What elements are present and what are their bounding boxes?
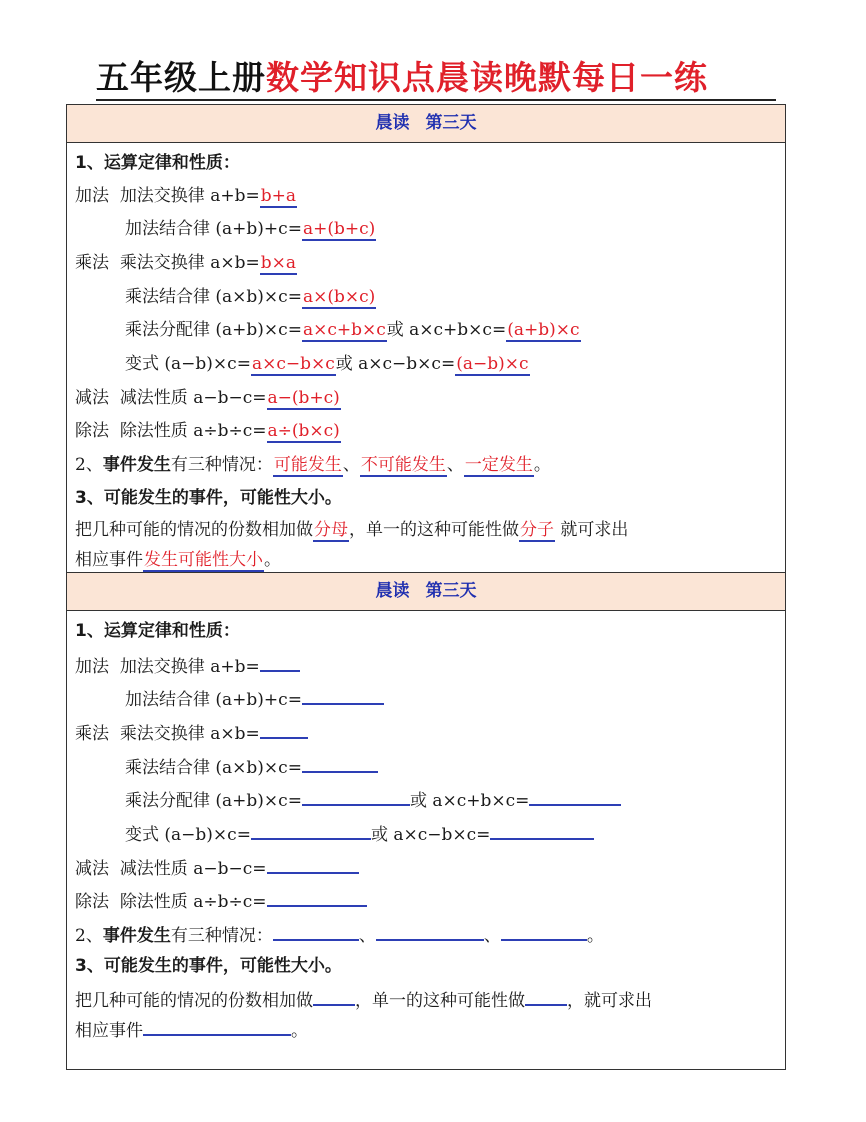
div-label: 除法	[75, 892, 109, 912]
event-answer-1: 可能发生	[273, 455, 342, 475]
top-mul-comm-row	[75, 251, 297, 275]
add-assoc-answer: a+(b+c)	[302, 219, 376, 239]
prob-blank-2[interactable]	[525, 986, 567, 1006]
variant-text: 变式 (a−b)×c=	[125, 354, 251, 374]
bottom-mul-comm-row	[75, 719, 308, 746]
variant-or: 或 a×c−b×c=	[370, 825, 491, 845]
top-mul-assoc-row	[125, 285, 376, 309]
event-blank-2[interactable]	[376, 921, 484, 941]
title-black-part: 五年级上册	[96, 58, 266, 97]
event-sep-1: 、	[358, 926, 376, 946]
mul-comm-text: 乘法交换律 a×b=	[119, 253, 260, 273]
event-blank-3[interactable]	[501, 921, 587, 941]
bottom-mul-assoc-row	[125, 753, 378, 780]
prob-text-4: 相应事件	[75, 1021, 143, 1041]
top-add-assoc-row	[125, 217, 376, 241]
variant-answer-2: (a−b)×c	[456, 354, 529, 374]
section-heading-part2: 第三天	[425, 581, 477, 601]
bottom-mul-dist-row	[125, 786, 621, 813]
events-rest: 有三种情况：	[170, 926, 273, 946]
add-comm-answer: b+a	[260, 186, 296, 206]
add-assoc-text: 加法结合律 (a+b)+c=	[125, 690, 302, 710]
top-prob-row-2	[75, 548, 281, 572]
bottom-add-assoc-row	[125, 685, 384, 712]
variant-blank[interactable]	[251, 820, 371, 840]
div-label: 除法	[75, 421, 109, 441]
prob-text-2: ，单一的这种可能性做	[349, 520, 519, 540]
events-num: 2、	[75, 926, 103, 946]
title-underline	[96, 99, 776, 101]
mul-assoc-text: 乘法结合律 (a×b)×c=	[125, 758, 302, 778]
prob-answer-2: 分子	[520, 520, 554, 540]
top-heading-1: 1、运算定律和性质：	[75, 153, 240, 173]
mul-comm-text: 乘法交换律 a×b=	[119, 724, 260, 744]
mul-dist-text: 乘法分配律 (a+b)×c=	[125, 791, 302, 811]
prob-blank-1[interactable]	[313, 986, 355, 1006]
events-rest: 有三种情况：	[170, 455, 273, 475]
mul-dist-blank[interactable]	[302, 786, 410, 806]
bottom-add-comm-row	[75, 652, 300, 679]
add-assoc-blank[interactable]	[302, 685, 384, 705]
bottom-prob-row-2	[75, 1016, 308, 1043]
section-heading-part1: 晨读	[375, 113, 410, 133]
div-answer: a÷(b×c)	[267, 421, 340, 441]
mul-assoc-blank[interactable]	[302, 753, 378, 773]
variant-answer: a×c−b×c	[251, 354, 335, 374]
title-red-part: 数学知识点晨读晚默每日一练	[266, 58, 708, 97]
mul-assoc-answer: a×(b×c)	[302, 287, 376, 307]
top-prob-row-1	[75, 518, 628, 542]
prob-text-2: ，单一的这种可能性做	[355, 991, 525, 1011]
mul-dist-or: 或 a×c+b×c=	[386, 320, 507, 340]
sub-blank[interactable]	[267, 854, 359, 874]
mul-dist-text: 乘法分配律 (a+b)×c=	[125, 320, 302, 340]
mul-dist-blank-2[interactable]	[529, 786, 621, 806]
prob-text-4: 相应事件	[75, 550, 143, 570]
top-heading-3: 3、可能发生的事件，可能性大小。	[75, 488, 342, 508]
mul-comm-answer: b×a	[260, 253, 296, 273]
div-prop-text: 除法性质 a÷b÷c=	[119, 421, 267, 441]
section-heading-part1: 晨读	[375, 581, 410, 601]
variant-or: 或 a×c−b×c=	[335, 354, 456, 374]
top-div-row	[75, 419, 341, 443]
prob-text-5: 。	[264, 550, 281, 570]
div-prop-text: 除法性质 a÷b÷c=	[119, 892, 267, 912]
bottom-events-row	[75, 921, 604, 948]
event-blank-1[interactable]	[273, 921, 359, 941]
section-heading-top	[67, 105, 785, 143]
top-variant-row	[125, 352, 530, 376]
section-heading-part2: 第三天	[425, 113, 477, 133]
sub-prop-text: 减法性质 a−b−c=	[119, 388, 267, 408]
bottom-div-row	[75, 887, 367, 914]
prob-text-3: 就可求出	[555, 520, 629, 540]
event-answer-2: 不可能发生	[360, 455, 446, 475]
mul-comm-blank[interactable]	[260, 719, 308, 739]
prob-text-5: 。	[291, 1021, 308, 1041]
mul-assoc-text: 乘法结合律 (a×b)×c=	[125, 287, 302, 307]
bottom-sub-row	[75, 854, 359, 881]
mul-dist-answer-2: (a+b)×c	[507, 320, 580, 340]
mul-label: 乘法	[75, 724, 109, 744]
prob-answer-1: 分母	[314, 520, 348, 540]
add-label: 加法	[75, 657, 109, 677]
bottom-prob-row-1	[75, 986, 652, 1013]
add-comm-text: 加法交换律 a+b=	[119, 657, 260, 677]
add-assoc-text: 加法结合律 (a+b)+c=	[125, 219, 302, 239]
variant-blank-2[interactable]	[490, 820, 594, 840]
event-end: 。	[533, 455, 551, 475]
add-comm-text: 加法交换律 a+b=	[119, 186, 260, 206]
events-bold: 事件发生	[102, 926, 171, 946]
bottom-heading-3: 3、可能发生的事件，可能性大小。	[75, 956, 342, 976]
add-label: 加法	[75, 186, 109, 206]
top-events-row	[75, 453, 551, 477]
event-sep-1: 、	[342, 455, 360, 475]
worksheet	[66, 104, 786, 1070]
prob-blank-3[interactable]	[143, 1016, 291, 1036]
bottom-variant-row	[125, 820, 594, 847]
mul-label: 乘法	[75, 253, 109, 273]
top-sub-row	[75, 386, 341, 410]
bottom-heading-1: 1、运算定律和性质：	[75, 621, 240, 641]
sub-answer: a−(b+c)	[267, 388, 340, 408]
prob-text-3: ，就可求出	[567, 991, 652, 1011]
event-end: 。	[586, 926, 604, 946]
section-heading-bottom	[67, 573, 785, 611]
events-num: 2、	[75, 455, 103, 475]
mul-dist-answer: a×c+b×c	[302, 320, 386, 340]
sub-label: 减法	[75, 388, 109, 408]
sub-prop-text: 减法性质 a−b−c=	[119, 859, 267, 879]
prob-text-1: 把几种可能的情况的份数相加做	[75, 520, 313, 540]
events-bold: 事件发生	[102, 455, 171, 475]
event-sep-2: 、	[446, 455, 464, 475]
top-mul-dist-row	[125, 318, 581, 342]
variant-text: 变式 (a−b)×c=	[125, 825, 251, 845]
top-add-comm-row	[75, 184, 297, 208]
div-blank[interactable]	[267, 887, 367, 907]
mul-dist-or: 或 a×c+b×c=	[409, 791, 530, 811]
sub-label: 减法	[75, 859, 109, 879]
event-sep-2: 、	[483, 926, 501, 946]
prob-text-1: 把几种可能的情况的份数相加做	[75, 991, 313, 1011]
page-title	[96, 52, 786, 100]
add-comm-blank[interactable]	[260, 652, 300, 672]
prob-answer-3: 发生可能性大小	[144, 550, 263, 570]
event-answer-3: 一定发生	[464, 455, 533, 475]
